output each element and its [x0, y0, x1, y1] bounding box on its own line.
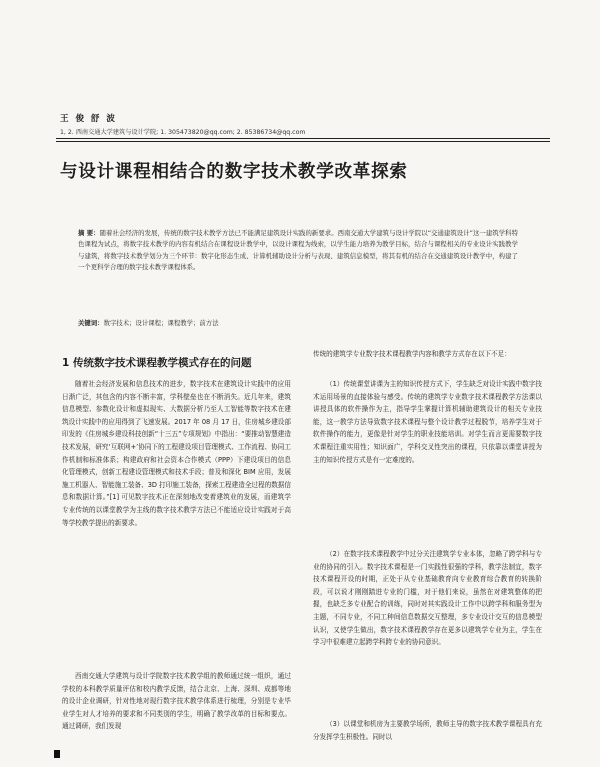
author-names: 王 俊 舒 波: [60, 114, 117, 124]
abstract-block: [78, 228, 518, 274]
section-heading: 1 传统数字技术课程教学模式存在的问题: [62, 357, 252, 369]
header-rule-thick: [56, 138, 550, 139]
author-affiliation: 1, 2. 西南交通大学建筑与设计学院; 1. 305473820@qq.com; 2. 85386734@qq.com: [60, 129, 306, 136]
header-rule-thin: [56, 141, 550, 142]
body-paragraph: 传统的建筑学专业数字技术课程教学内容和教学方式存在以下不足：: [313, 350, 511, 358]
paper-title: 与设计课程相结合的数字技术教学改革探索: [60, 162, 408, 182]
abstract-label: 摘 要：: [78, 229, 100, 237]
body-paragraph: 西南交通大学建筑与设计学院数字技术教学组的教师通过统一组织，通过学校的本科教学质量评估和校内教学反馈，结合北京、上海、深圳、成都等地的设计企业调研，针对性地对现行数字技术教学体系进行梳理，分别是专业毕业学生对人才培养的要求和不同类别的学生，明确了教学改革的目标和要点。通过调研，我们发现: [62, 672, 291, 731]
body-paragraph: 随着社会经济发展和信息技术的进步，数字技术在建筑设计实践中的应用日渐广泛，其包含的内容不断丰富，学科壁垒也在不断消失。近几年来，建筑信息模型、参数化设计和虚拟现实、大数据分析乃至人工智能等数字技术在建筑设计实践中的应用得到了飞速发展。2017 年 08 月 17 日，住房城乡建设部印发的《住房城乡建设科技创新“十三五”专项规划》中指出：“要推动智慧建造技术发展，研究‘互联网+’协同下的工程建设项目管理模式、工作流程、协同工作机制和标准体系；构建政府和社会资本合作模式（PPP）下建设项目的信息化管理模式，创新工程建设管理模式和技术手段；普及和深化 BIM 应用，发展施工机器人、智能施工装备、3D 打印施工装备，探索工程建造全过程的数据信息和数据计算。”[1] 可见数字技术正在深刻地改变着建筑业的发展，而建筑学专业传统的以课堂教学为主线的数字技术教学方法已不能适应设计实践对于高等学校教学提出的新要求。: [62, 380, 291, 527]
body-paragraph: （3）以课堂和机房为主要教学场所，教师主导的数字技术教学课程具有充分发挥学生积极性。同时以: [313, 720, 542, 741]
body-paragraph: （1）传统课堂讲课为主的知识传授方式下，学生缺乏对设计实践中数字技术运用场景的直接体验与感受。传统的建筑学专业数字技术课程教学方法课以讲授具体的软件操作为主，指导学生掌握计算机辅助建筑设计的相关专业技能，这一教学方法导致数字技术课程与整个设计教学过程脱节，培养学生对于软件操作的能力，更像是针对学生的职业技能培训。对学生而言更需要数字技术课程注重实用性；知识面广，学科交叉性突出的课程，只依靠以课堂讲授为主的知识传授方式是有一定难度的。: [313, 380, 542, 464]
keywords-block: [78, 318, 518, 327]
keywords-text: 数字技术；设计课程；课程教学；前方法: [103, 319, 219, 327]
abstract-text: 随着社会经济的发展，传统的数字技术教学方法已不能满足建筑设计实践的新要求。西南交通大学建筑与设计学院以“交通建筑设计”这一建筑学科特色课程为试点，将数字技术教学的内容有机结合在课程设计教学中，以设计课程为线索，以学生能力培养为教学目标，结合与课程相关的专业设计实践教学与建筑，将数字技术教学划分为三个环节：数字化形态生成、计算机辅助设计分析与表现、建筑信息模型，将其有机的结合在交通建筑设计教学中，构建了一个更科学合理的数字技术教学课程体系。: [78, 229, 518, 272]
page-marker: [54, 750, 60, 758]
keywords-label: 关键词：: [78, 319, 104, 327]
body-paragraph: （2）在数字技术课程教学中过分关注建筑学专业本体，忽略了跨学科与专业的协同的引入。数字技术课程是一门实践性很强的学科，教学法制宜，数字技术课程开设的时期，正处于从专业基础教育向专业教育综合教育的转换阶段，可以说才刚刚踏进专业的门槛，对于他们来说，虽然在对建筑整体的把握，也缺乏多专业配合的训练，同时对其实践设计工作中以跨学科和服务型为主题，不同专业，不同工种间信息数据交互整理，多专业设计交互的信息模型认识，又使学生做出，数字技术课程教学存在更多以建筑学专业为主，学生在学习中很难建立起跨学科跨专业的协同意识。: [313, 550, 542, 647]
